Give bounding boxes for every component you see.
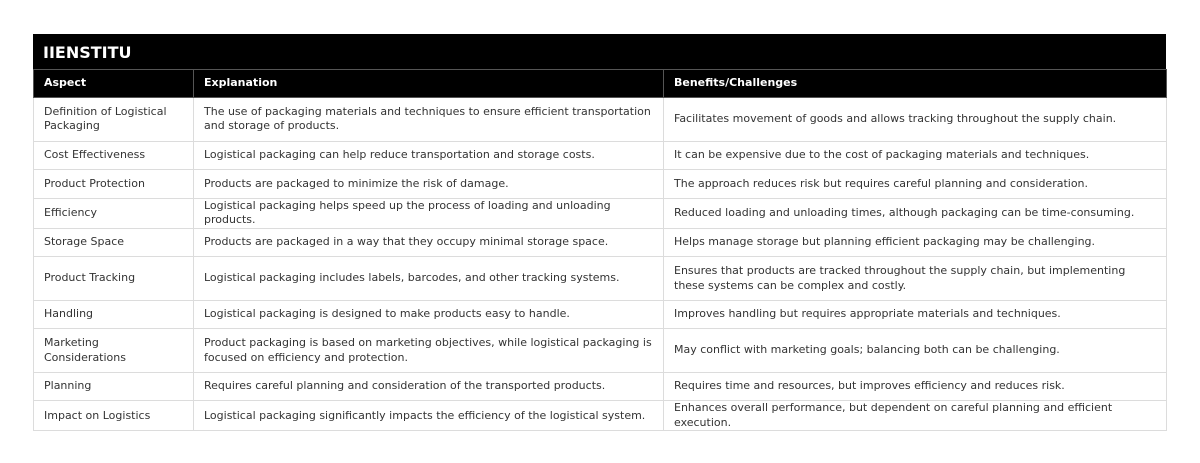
table-row [34, 300, 1167, 329]
cell-explanation: Logistical packaging helps speed up the process of loading and unloading products. [194, 198, 664, 228]
table-row [34, 170, 1167, 199]
cell-explanation: Logistical packaging significantly impacts the efficiency of the logistical system. [194, 401, 664, 431]
cell-benefits-challenges: Facilitates movement of goods and allows tracking throughout the supply chain. [664, 98, 1167, 142]
cell-explanation: Product packaging is based on marketing objectives, while logistical packaging is focused on efficiency and protection. [194, 329, 664, 373]
table-row [34, 257, 1167, 301]
cell-benefits-challenges: Ensures that products are tracked throughout the supply chain, but implementing these systems can be complex and costly. [664, 257, 1167, 301]
cell-aspect: Efficiency [34, 198, 194, 228]
cell-aspect: Product Protection [34, 170, 194, 199]
cell-explanation: Products are packaged in a way that they occupy minimal storage space. [194, 228, 664, 257]
header-aspect: Aspect [34, 70, 194, 98]
cell-explanation: Logistical packaging can help reduce transportation and storage costs. [194, 141, 664, 170]
cell-explanation: The use of packaging materials and techniques to ensure efficient transportation and storage of products. [194, 98, 664, 142]
cell-explanation: Products are packaged to minimize the risk of damage. [194, 170, 664, 199]
header-explanation: Explanation [194, 70, 664, 98]
cell-aspect: Marketing Considerations [34, 329, 194, 373]
cell-aspect: Product Tracking [34, 257, 194, 301]
cell-benefits-challenges: Helps manage storage but planning efficient packaging may be challenging. [664, 228, 1167, 257]
data-table [33, 69, 1167, 431]
cell-aspect: Cost Effectiveness [34, 141, 194, 170]
cell-benefits-challenges: The approach reduces risk but requires careful planning and consideration. [664, 170, 1167, 199]
header-row [34, 70, 1167, 98]
table-row [34, 198, 1167, 228]
cell-aspect: Impact on Logistics [34, 401, 194, 431]
table-row [34, 401, 1167, 431]
cell-explanation: Requires careful planning and consideration of the transported products. [194, 372, 664, 401]
cell-benefits-challenges: Enhances overall performance, but dependent on careful planning and efficient execution. [664, 401, 1167, 431]
cell-benefits-challenges: Reduced loading and unloading times, although packaging can be time-consuming. [664, 198, 1167, 228]
cell-explanation: Logistical packaging includes labels, barcodes, and other tracking systems. [194, 257, 664, 301]
cell-benefits-challenges: May conflict with marketing goals; balancing both can be challenging. [664, 329, 1167, 373]
cell-aspect: Handling [34, 300, 194, 329]
cell-benefits-challenges: Improves handling but requires appropriate materials and techniques. [664, 300, 1167, 329]
table-row [34, 329, 1167, 373]
table-container [33, 34, 1166, 431]
brand-title: IIENSTITU [33, 34, 1166, 69]
table-row [34, 98, 1167, 142]
cell-aspect: Definition of Logistical Packaging [34, 98, 194, 142]
table-row [34, 141, 1167, 170]
cell-explanation: Logistical packaging is designed to make products easy to handle. [194, 300, 664, 329]
cell-aspect: Planning [34, 372, 194, 401]
cell-benefits-challenges: It can be expensive due to the cost of packaging materials and techniques. [664, 141, 1167, 170]
cell-benefits-challenges: Requires time and resources, but improves efficiency and reduces risk. [664, 372, 1167, 401]
header-benefits-challenges: Benefits/Challenges [664, 70, 1167, 98]
table-row [34, 372, 1167, 401]
table-row [34, 228, 1167, 257]
cell-aspect: Storage Space [34, 228, 194, 257]
